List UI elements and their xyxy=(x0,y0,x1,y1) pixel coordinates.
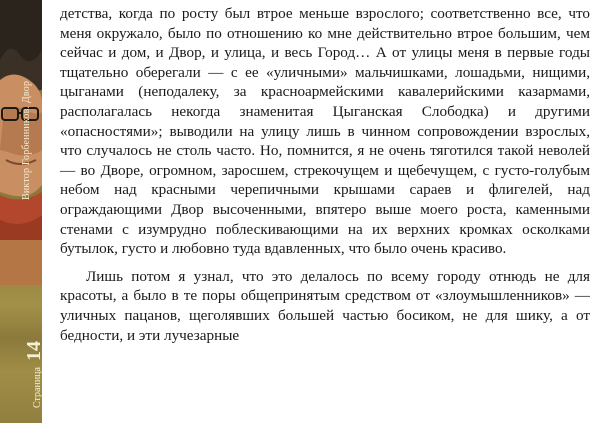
book-caption: Виктор Горбенников. Двор xyxy=(21,80,32,200)
paragraph-1: детства, когда по росту был втрое меньше взрослого; соответственно все, что меня окружало, было по отношению ко мне действительно втрое большим, чем сейчас и дом, и Двор, и улица, и весь Город… А от улицы меня в первые годы тщательно оберегали — с ее «уличными» мальчишками, лошадьми, нищими, цыганами (неподалеку, за красноармейскими кавалерийскими казармами, располагалась некогда знаменитая Цыганская Слободка) и другими «опасностями»; выводили на улицу лишь в чинном сопровождении взрослых, что случалось не столь часто. Но, помнится, я не очень тяготился такой неволей — во Дворе, огромном, заросшем, стрекочущем и щебечущем, с густо-голубым небом над красными черепичными крышами сараев и флигелей, над ограждающими Двор высоченными, впятеро выше моего роста, каменными стенами с изумрудно поблескивающими на их верхних кромках осколками бутылок, густо и любовно туда вдавленных, что было очень красиво. xyxy=(60,5,590,258)
body-text xyxy=(60,4,590,345)
page-word: Страница xyxy=(32,367,43,408)
side-strip xyxy=(0,0,45,423)
page-label xyxy=(23,341,46,408)
paragraph-2: Лишь потом я узнал, что это делалось по всему городу отнюдь не для красоты, а было в те поры общепринятым средством от «злоумышленников» — уличных пацанов, щеголявших большей частью босиком, не для шику, а от бедности, и эти лучезарные xyxy=(60,267,590,344)
page-number: 14 xyxy=(23,341,45,362)
